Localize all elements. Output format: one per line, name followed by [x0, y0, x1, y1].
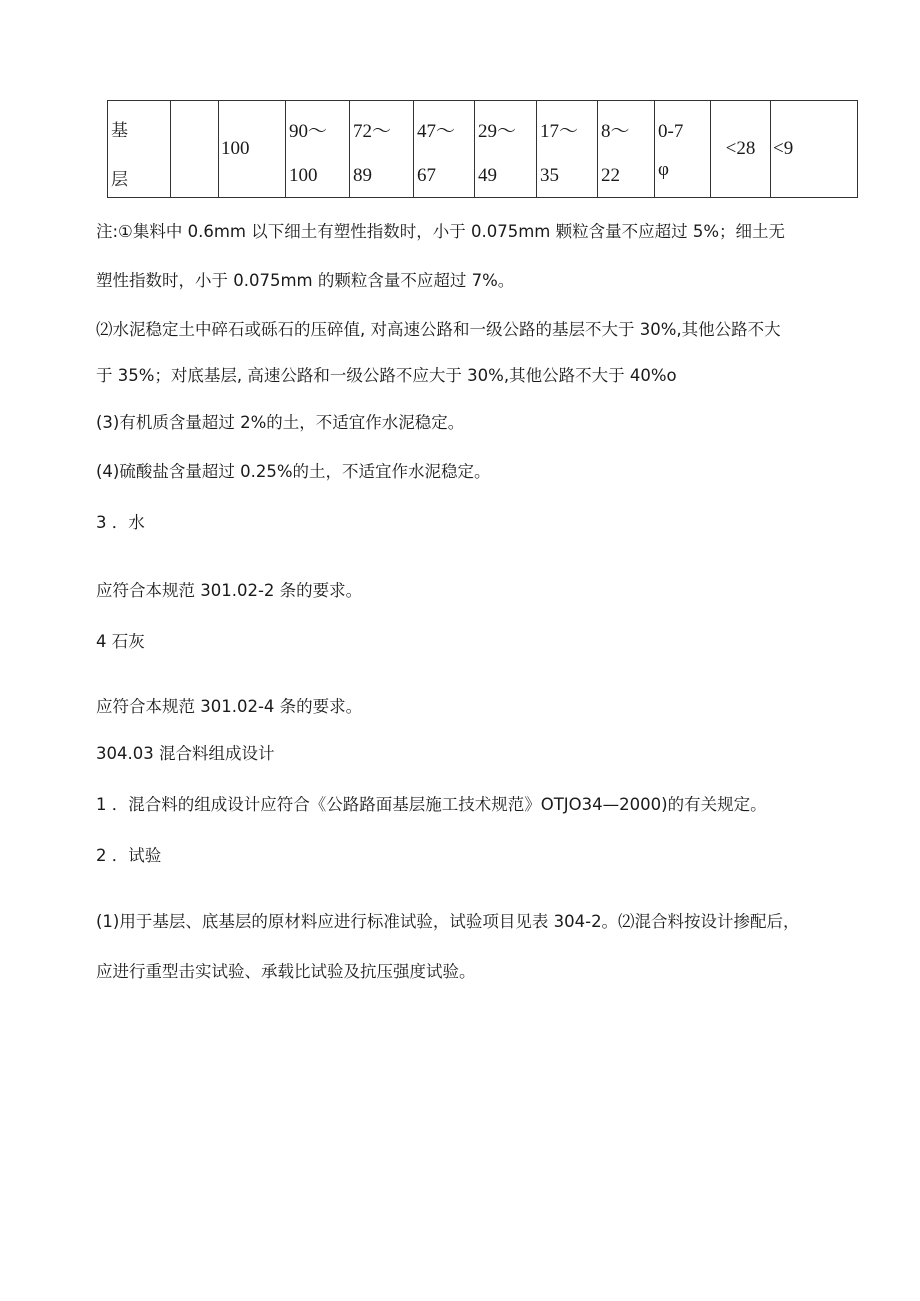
note-1-line-2: 塑性指数时，小于 0.075mm 的颗粒含量不应超过 7%。: [96, 271, 515, 290]
range-top: 8～: [601, 121, 630, 142]
range-bottom: 89: [353, 165, 372, 186]
note-2-line-1: ⑵水泥稳定土中碎石或砾石的压碎值, 对高速公路和一级公路的基层不大于 30%,其他公路不大: [96, 320, 781, 339]
range-cell: [350, 101, 414, 198]
range-bottom: 100: [289, 165, 318, 186]
water-requirement: 应符合本规范 301.02-2 条的要求。: [96, 581, 363, 600]
range-cell: [414, 101, 475, 198]
heading-lime: 4 石灰: [96, 632, 145, 651]
row-label-cell: [108, 101, 171, 198]
heading-water: 3 ．水: [96, 513, 145, 532]
range-cell: [655, 101, 711, 198]
note-1-line-1: 注:①集料中 0.6mm 以下细土有塑性指数时，小于 0.075mm 颗粒含量不应超过 5%；细土无: [96, 222, 786, 241]
passing-100-cell: 100: [219, 101, 286, 198]
table-row: [108, 101, 858, 198]
mix-item-2-line-2: 应进行重型击实试验、承载比试验及抗压强度试验。: [96, 962, 476, 981]
range-bottom: 49: [478, 165, 497, 186]
range-top: 29～: [478, 121, 517, 142]
range-cell: [475, 101, 537, 198]
range-top: 90～: [289, 121, 328, 142]
mix-item-2-heading: 2 ．试验: [96, 846, 162, 865]
range-bottom: 22: [601, 165, 620, 186]
empty-cell: [171, 101, 219, 198]
heading-mix-design: 304.03 混合料组成设计: [96, 744, 275, 763]
range-top: 0-7: [658, 121, 684, 142]
gradation-table: [107, 100, 858, 198]
row-label-top: 基: [111, 121, 128, 141]
lime-requirement: 应符合本规范 301.02-4 条的要求。: [96, 697, 363, 716]
liquid-limit-cell: <28: [711, 101, 771, 198]
range-top: 17～: [540, 121, 579, 142]
range-top: 72～: [353, 121, 392, 142]
note-4: (4)硫酸盐含量超过 0.25%的土，不适宜作水泥稳定。: [96, 462, 491, 481]
note-3: (3)有机质含量超过 2%的土，不适宜作水泥稳定。: [96, 413, 465, 432]
range-cell: [286, 101, 350, 198]
note-2-line-2: 于 35%；对底基层, 高速公路和一级公路不应大于 30%,其他公路不大于 40%o: [96, 366, 677, 385]
range-bottom: 35: [540, 165, 559, 186]
range-bottom: φ: [658, 159, 669, 180]
row-label-bottom: 层: [111, 170, 128, 190]
range-cell: [598, 101, 655, 198]
range-cell: [537, 101, 598, 198]
mix-item-1: 1 ．混合料的组成设计应符合《公路路面基层施工技术规范》OTJO34—2000)的有关规定。: [96, 795, 767, 814]
mix-item-2-line-1: (1)用于基层、底基层的原材料应进行标准试验，试验项目见表 304-2。⑵混合料按设计掺配后，: [96, 912, 800, 931]
range-top: 47～: [417, 121, 456, 142]
plasticity-index-cell: <9: [771, 101, 858, 198]
range-bottom: 67: [417, 165, 436, 186]
